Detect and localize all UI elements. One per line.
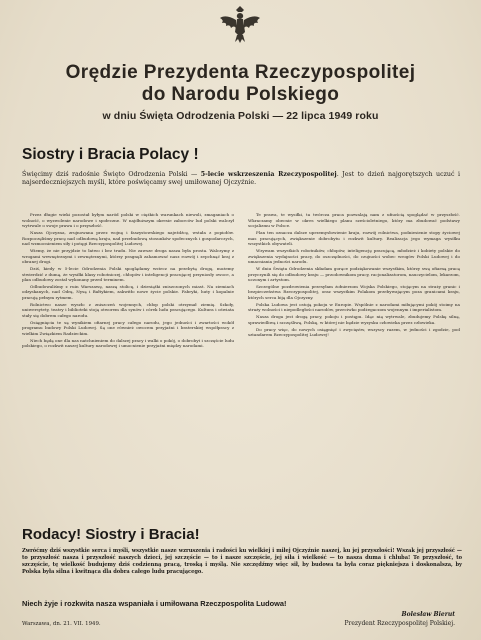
paragraph: Do pracy więc, do nowych osiągnięć i zwycięstw, wszyscy razem, w jedności i zgodzie, pod sztandarem Rzeczypospolitej Ludowej! [248,326,460,338]
paragraph: Wzywam wszystkich robotników, chłopów, inteligencję pracującą, młodzież i kobiety polskie do zwiększenia wydajności pracy, do oszczędności, do czujności wobec wrogów Polski Ludowej i do umacniania jedności narodu. [248,247,460,265]
closing-slogan: Niech żyje i rozkwita nasza wspaniała i umiłowana Rzeczpospolita Ludowa! [22,599,287,608]
paragraph: Dziś, kiedy w 5-lecie Odrodzenia Polski spoglądamy wstecz na przebytą drogę, możemy stwierdzić z dumą, że wysiłki klasy robotniczej, chłopów i inteligencji pracującej przyniosły owoce, a plan odbudowy został wykonany przed terminem. [22,265,234,283]
greeting-heading: Siostry i Bracia Polacy ! [22,146,199,163]
signature-block [344,610,455,628]
paragraph: Odbudowaliśmy z ruin Warszawę, naszą stolicę, i dziesiątki zniszczonych miast. Na ziemiach odzyskanych, nad Odrą, Nysą i Bałtykiem, zakwitło nowe życie polskie. Fabryki, huty i kopalnie pracują pełnym rytmem. [22,283,234,301]
title-line-1: Orędzie Prezydenta Rzeczypospolitej [65,62,416,83]
closing-heading: Rodacy! Siostry i Bracia! [22,526,200,543]
paragraph: Nasza droga jest drogą pracy, pokoju i postępu. Idąc nią wytrwale, zbudujemy Polskę silną, sprawiedliwą i szczęśliwą, Polskę, w której nie będzie wyzysku człowieka przez człowieka. [248,314,460,325]
right-text-column [248,212,460,517]
paragraph: Rolnictwo nasze wyszło z zniszczeń wojennych, chłop polski otrzymał ziemię. Szkoły, uniwersytety, teatry i biblioteki stoją otworem dla synów i córek ludu pracującego. Kultura i oświata stały się dobrem całego narodu. [22,301,234,319]
paragraph: Wiemy, że nie przyjdzie to łatwo i bez trudu. Nie zawsze droga nasza była prosta. Walczymy z wrogami wewnętrznymi i zewnętrznymi, którzy pragnęli zahamować nasz rozwój i zepchnąć kraj z obranej drogi. [22,247,234,265]
title-line-2: do Narodu Polskiego [141,84,340,105]
paragraph: Niech będą one dla nas natchnieniem do dalszej pracy i walki o pokój, o dobrobyt i szczęście ludu polskiego, o rozkwit naszej kultury narodowej i umocnienie przyjaźni między narodami. [22,337,234,349]
signature-title: Prezydent Rzeczypospolitej Polskiej. [344,620,455,627]
signature-name: Bolesław Bierut [401,611,455,618]
white-eagle-emblem-icon [218,4,262,44]
paragraph: W dniu Święta Odrodzenia składam gorące podziękowanie wszystkim, którzy swą ofiarną pracą przyczynili się do odbudowy kraju — przodownikom pracy, racjonalizatorom, nauczycielom, lekarzom, uczonym i artystom. [248,265,460,283]
place-date: Warszawa, dn. 21. VII. 1949. [22,621,101,627]
left-text-column [22,212,234,510]
paragraph: Szczególne pozdrowienia przesyłam żołnierzom Wojska Polskiego, stojącym na straży granic i bezpieczeństwa Rzeczypospolitej, oraz wszystkim Polakom przebywającym poza granicami kraju, których serca biją dla Ojczyzny. [248,283,460,301]
paragraph: Te prawa, te wysiłki, ta twórcza praca pozwalają nam z ufnością spoglądać w przyszłość. Wkraczamy obecnie w okres wielkiego planu sześcioletniego, który ma zbudować podstawy socjalizmu w Polsce. [248,212,460,229]
paragraph: Plan ten oznacza dalsze uprzemysłowienie kraju, rozwój rolnictwa, podniesienie stopy życiowej mas pracujących, zwiększenie dobrobytu i rozkwit kultury. Realizacja jego wymaga wysiłku wszystkich obywateli. [248,229,460,247]
paragraph: Przez długie wieki pozostał byłym naród polski w ciężkich warunkach niewoli, zmaganiach o wolność, o wyzwolenie narodowe i społeczne. W najdłuższym okresie zaborców lud polski walczył wytrwale o swoje prawa i o przyszłość. [22,212,234,229]
paragraph: Nasza Ojczyzna, zrujnowana przez wojnę i faszystowskiego najeźdźcę, wstała z popiołów. Rozpoczęliśmy pracę nad odbudową kraju, nad przebudową stosunków społecznych i gospodarczych, nad wzmocnieniem siły i potęgi Rzeczypospolitej Ludowej. [22,229,234,247]
paragraph: Polska Ludowa jest ostoją pokoju w Europie. Wspólnie z narodami miłującymi pokój stoimy na straży wolności i niepodległości narodów, przeciwko podżegaczom wojennym i imperialistom. [248,301,460,313]
closing-paragraph: Zwróćmy dziś wszystkie serca i myśli, wszystkie nasze wzruszenia i radości ku wielkiej i miłej Ojczyźnie naszej, ku jej przyszłości! Wszak jej przyszłość — to przyszłość nasza i przyszłość naszych dzieci, jej szczęście — to i nasze szczęście, jej siła i wielkość — to nasza duma i chluba! Te przyszłość, to szczęście, tę wielkość budujemy dziś codzienną pracą, troską i myślą. Nie szczędźmy więc sił, by budowa ta była coraz piękniejsza i doskonalsza, by Polska była silna i kwitnąca dla dobra całego ludu pracującego. [22,548,462,576]
intro-paragraph: Święcimy dziś radośnie Święto Odrodzenia Polski — 5-lecie wskrzeszenia Rzeczypospolitej. Jest to dzień najgorętszych uczuć i najserdeczniejszych myśli, które poświęcamy swej umiłowanej Ojczyźnie. [22,171,460,187]
subtitle: w dniu Święta Odrodzenia Polski — 22 lipca 1949 roku [102,110,379,122]
paragraph: Osiągnięcia te są wynikiem ofiarnej pracy całego narodu, jego jedności i zwartości wokół programu budowy Polski Ludowej. Są one również owocem przyjaźni i braterskiej współpracy z wielkim Związkiem Radzieckim. [22,319,234,336]
